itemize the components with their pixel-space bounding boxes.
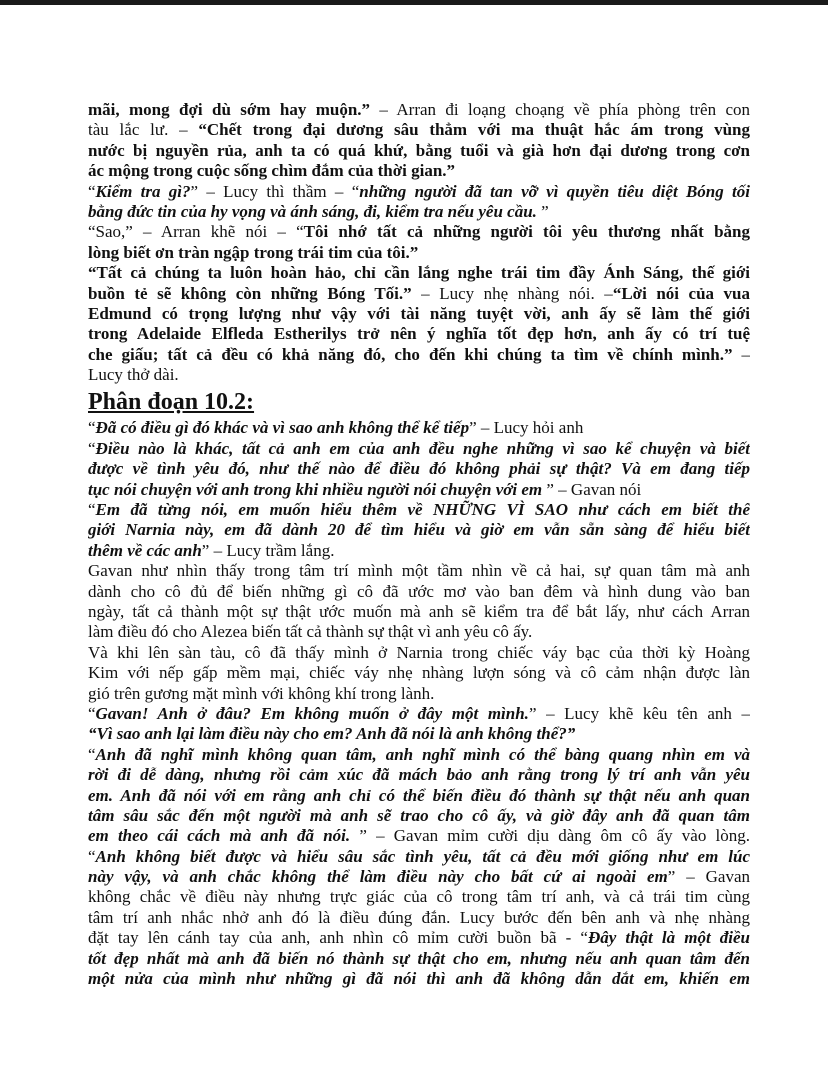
text-line <box>88 602 750 622</box>
text-line <box>88 304 750 324</box>
text-run: em theo cái cách mà anh đã nói. <box>88 826 351 846</box>
text-run: Gavan như nhìn thấy trong tâm trí mình một tầm nhìn về cả hai, sự quan tâm mà anh <box>88 561 750 581</box>
text-line <box>88 847 750 867</box>
text-run: “ <box>88 418 96 438</box>
text-line <box>88 345 750 365</box>
text-line <box>88 520 750 540</box>
text-run: ” – Lucy khẽ kêu tên anh – <box>528 703 750 723</box>
text-run: Lucy thở dài. <box>88 365 179 385</box>
text-line <box>88 969 750 989</box>
text-run: tâm sâu sắc đến một người mà anh sẽ trao cho cô ấy, và giờ đây anh đã quan tâm <box>88 805 750 825</box>
text-run: lòng biết ơn tràn ngập trong trái tim của tôi.” <box>88 242 419 262</box>
text-line <box>88 182 750 202</box>
text-run: tàu lắc lư. – <box>88 120 199 140</box>
text-line <box>88 324 750 344</box>
text-line <box>88 643 750 663</box>
text-run: – Lucy nhẹ nhàng nói. – <box>411 283 613 303</box>
text-run: Em đã từng nói, em muốn hiểu thêm về NHỮNG VÌ SAO như cách em biết thế <box>95 500 750 520</box>
text-run: gió trên gương mặt mình với không khí trong lành. <box>88 683 435 703</box>
text-line <box>88 704 750 724</box>
text-run: Đây thật là một điều <box>587 928 750 948</box>
text-run: ác mộng trong cuộc sống chìm đắm của thời gian.” <box>88 161 456 181</box>
text-run: ” – Gavan nói <box>542 479 642 499</box>
document-page <box>88 100 750 989</box>
text-run: “ <box>88 846 96 866</box>
text-line <box>88 222 750 242</box>
text-run: – <box>732 344 750 364</box>
text-run: ” – Lucy thì thầm – “ <box>190 181 360 201</box>
text-run: “ <box>88 438 96 458</box>
text-line <box>88 161 750 181</box>
text-line <box>88 500 750 520</box>
text-run: Và khi lên sàn tàu, cô đã thấy mình ở Narnia trong chiếc váy bạc của thời kỳ Hoàng <box>88 642 750 662</box>
text-line <box>88 582 750 602</box>
text-run: Gavan! Anh ở đâu? Em không muốn ở đây một mình. <box>95 703 529 723</box>
text-line <box>88 541 750 561</box>
text-run: Kim với nếp gấp mềm mại, chiếc váy nhẹ nhàng lượn sóng và cô cảm nhận được làn <box>88 663 750 683</box>
text-line <box>88 622 750 642</box>
text-run: ” – Lucy hỏi anh <box>469 418 584 438</box>
text-line <box>88 867 750 887</box>
text-line <box>88 480 750 500</box>
text-run: – Arran đi loạng choạng về phía phòng trên con <box>370 100 750 119</box>
text-line <box>88 459 750 479</box>
text-line <box>88 418 750 438</box>
text-run: thêm về các anh <box>88 540 202 560</box>
text-line <box>88 100 750 120</box>
text-run: Anh đã nghĩ mình không quan tâm, anh nghĩ mình có thể bàng quang nhìn em và <box>95 744 750 764</box>
text-run: “Chết trong đại dương sâu thẳm với ma thuật hắc ám trong vùng <box>198 120 750 140</box>
text-run: “ <box>88 500 96 520</box>
text-line <box>88 928 750 948</box>
text-line <box>88 243 750 263</box>
text-run: ” – Lucy trầm lắng. <box>201 540 335 560</box>
paragraph-block-2 <box>88 418 750 989</box>
text-run: Tôi nhớ tất cả những người tôi yêu thương nhất bằng <box>303 222 750 242</box>
text-line <box>88 439 750 459</box>
text-run: “Lời nói của vua <box>612 283 750 303</box>
text-run: ” – Gavan mỉm cười dịu dàng ôm cô ấy vào lòng. <box>350 826 750 846</box>
text-run: “Tất cả chúng ta luôn hoàn hảo, chỉ cần lắng nghe trái tim đầy Ánh Sáng, thế giới <box>88 263 750 283</box>
text-line <box>88 826 750 846</box>
top-border <box>0 0 828 5</box>
text-run: mãi, mong đợi dù sớm hay muộn.” <box>88 100 371 119</box>
text-line <box>88 745 750 765</box>
text-run: không chắc về điều này nhưng trực giác của cô trong tâm trí anh, và cả trái tim cùng <box>88 887 750 907</box>
text-run: ngày, tất cả thành một sự thật ước muốn mà anh sẽ kiểm tra để bắt lấy, như cách Arran <box>88 601 750 621</box>
text-line <box>88 806 750 826</box>
text-run: nước bị nguyền rủa, anh ta có quá khứ, bằng tuổi và già hơn đại dương trong cơn <box>88 140 750 160</box>
text-run: trong Adelaide Elfleda Estherilys trở nên ý nghĩa tốt đẹp hơn, anh ấy có trí tuệ <box>88 324 750 344</box>
text-line <box>88 765 750 785</box>
text-run: Edmund có trọng lượng như vậy với tài năng tuyệt vời, anh ấy sẽ làm thế giới <box>88 303 750 323</box>
text-run: những người đã tan vỡ vì quyền tiêu diệt Bóng tối <box>359 181 750 201</box>
text-run: giới Narnia này, em đã dành 20 để tìm hiểu và giờ em vẫn sẵn sàng để hiểu biết <box>88 520 750 540</box>
text-line <box>88 365 750 385</box>
text-run: Anh không biết được và hiểu sâu sắc tình yêu, tất cả đều mới giống như em lúc <box>95 846 750 866</box>
text-line <box>88 263 750 283</box>
paragraph-block-1 <box>88 100 750 385</box>
text-run: Kiểm tra gì? <box>95 181 191 201</box>
text-run: được về tình yêu đó, như thế nào để điều đó không phải sự thật? Và em đang tiếp <box>88 459 750 479</box>
text-run: “ <box>88 703 96 723</box>
text-line <box>88 663 750 683</box>
text-line <box>88 724 750 744</box>
text-run: “ <box>88 181 96 201</box>
text-run: một nửa của mình như những gì đã nói thì anh đã không dẫn dắt em, khiến em <box>88 969 750 989</box>
text-line <box>88 141 750 161</box>
text-run: tâm trí anh nhắc nhở anh đó là điều đúng đắn. Lucy bước đến bên anh và nhẹ nhàng <box>88 907 750 927</box>
section-heading: Phân đoạn 10.2: <box>88 389 255 416</box>
text-run: dành cho cô đủ để biến những gì cô đã ước mơ vào ban đêm và hình dung vào ban <box>88 581 750 601</box>
text-run: buồn tẻ sẽ không còn những Bóng Tối.” <box>88 283 412 303</box>
text-run: “Sao,” – Arran khẽ nói – “ <box>88 222 304 242</box>
text-line <box>88 887 750 907</box>
text-run: tốt đẹp nhất mà anh đã biến nó thành sự thật cho em, nhưng nếu anh quan tâm đến <box>88 948 750 968</box>
text-run: che giấu; tất cả đều có khả năng đó, cho đến khi chúng ta tìm về chính mình.” <box>88 344 733 364</box>
text-line <box>88 202 750 222</box>
text-line <box>88 908 750 928</box>
text-run: ” <box>536 201 549 221</box>
text-line <box>88 949 750 969</box>
text-run: “ <box>88 744 96 764</box>
text-run: ” – Gavan <box>667 867 750 887</box>
text-line <box>88 786 750 806</box>
text-run: em. Anh đã nói với em rằng anh chỉ có thể biến điều đó thành sự thật nếu anh quan <box>88 785 750 805</box>
text-run: này vậy, và anh chắc không thể làm điều này cho bất cứ ai ngoài em <box>88 867 668 887</box>
text-line <box>88 684 750 704</box>
text-run: làm điều đó cho Alezea biến tất cả thành sự thật vì anh yêu cô ấy. <box>88 622 533 642</box>
text-line <box>88 561 750 581</box>
text-line <box>88 284 750 304</box>
text-run: Điều nào là khác, tất cả anh em của anh đều nghe những vì sao kể chuyện và biết <box>95 438 750 458</box>
text-line <box>88 120 750 140</box>
text-run: rời đi dễ dàng, nhưng rồi cảm xúc đã mách bảo anh rằng trong lý trí anh vẫn yêu <box>88 765 750 785</box>
text-run: đặt tay lên cánh tay của anh, anh nhìn cô mỉm cười buồn bã - “ <box>88 928 588 948</box>
text-run: bằng đức tin của hy vọng và ánh sáng, đi, kiểm tra nếu yêu cầu. <box>88 201 537 221</box>
text-run: tục nói chuyện với anh trong khi nhiều người nói chuyện với em <box>88 479 543 499</box>
text-run: “Vì sao anh lại làm điều này cho em? Anh đã nói là anh không thể?” <box>88 724 576 744</box>
text-run: Đã có điều gì đó khác và vì sao anh không thể kể tiếp <box>95 418 470 438</box>
